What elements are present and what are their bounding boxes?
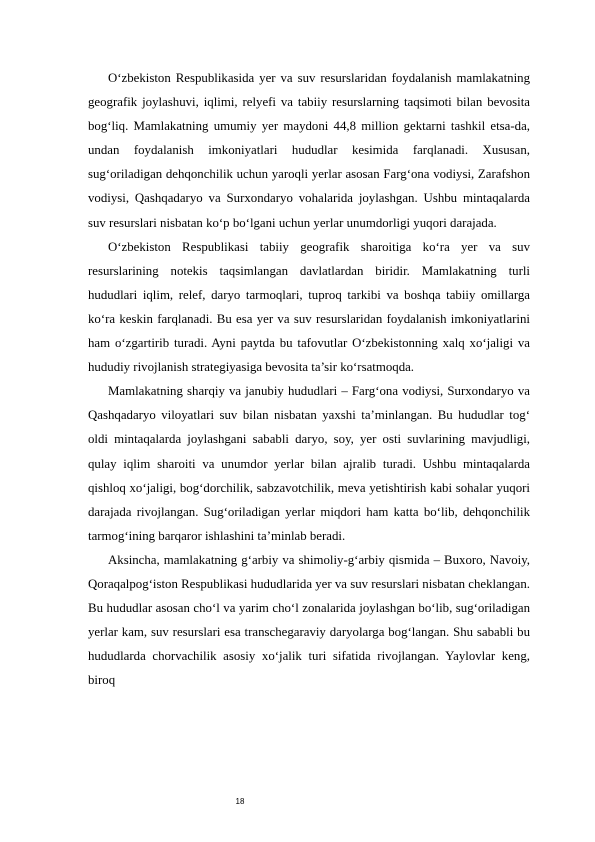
paragraph-1: O‘zbekiston Respublikasida yer va suv resurslaridan foydalanish mamlakatning geografik joylashuvi, iqlimi, relyefi va tabiiy resurslarning taqsimoti bilan bevosita bog‘liq. Mamlakatning umumiy yer maydoni 44,8 million gektarni tashkil etsa-da, undan foydalanish imkoniyatlari hududlar kesimida farqlanadi. Xususan, sug‘oriladigan dehqonchilik uchun yaroqli yerlar asosan Farg‘ona vodiysi, Zarafshon vodiysi, Qashqadaryo va Surxondaryo vohalarida joylashgan. Ushbu mintaqalarda suv resurslari nisbatan ko‘p bo‘lgani uchun yerlar unumdorligi yuqori darajada.	[88, 71, 530, 230]
page-number: 18	[235, 797, 245, 806]
paragraph-2: O‘zbekiston Respublikasi tabiiy geografik sharoitiga ko‘ra yer va suv resurslarining notekis taqsimlangan davlatlardan biridir. Mamlakatning turli hududlari iqlim, relef, daryo tarmoqlari, tuproq tarkibi va boshqa tabiiy omillarga ko‘ra keskin farqlanadi. Bu esa yer va suv resurslaridan foydalanish imkoniyatlarini ham o‘zgartirib turadi. Ayni paytda bu tafovutlar O‘zbekistonning xalq xo‘jaligi va hududiy rivojlanish strategiyasiga bevosita ta’sir ko‘rsatmoqda.	[88, 239, 530, 375]
paragraph-4: Aksincha, mamlakatning g‘arbiy va shimoliy-g‘arbiy qismida – Buxoro, Navoiy, Qoraqalpog‘iston Respublikasi hududlarida yer va suv resurslari nisbatan cheklangan. Bu hududlar asosan cho‘l va yarim cho‘l zonalarida joylashgan bo‘lib, sug‘oriladigan yerlar kam, suv resurslari esa transchegaraviy daryolarga bog‘langan. Shu sababli bu hududlarda chorvachilik asosiy xo‘jalik turi sifatida rivojlangan. Yaylovlar keng, biroq	[88, 552, 530, 688]
document-body	[88, 66, 530, 692]
paragraph-3: Mamlakatning sharqiy va janubiy hududlari – Farg‘ona vodiysi, Surxondaryo va Qashqadaryo viloyatlari suv bilan nisbatan yaxshi ta’minlangan. Bu hududlar tog‘ oldi mintaqalarda joylashgani sababli daryo, soy, yer osti suvlarining mavjudligi, qulay iqlim sharoiti va unumdor yerlar bilan ajralib turadi. Ushbu mintaqalarda qishloq xo‘jaligi, bog‘dorchilik, sabzavotchilik, meva yetishtirish kabi sohalar yuqori darajada rivojlangan. Sug‘oriladigan yerlar miqdori ham katta bo‘lib, dehqonchilik tarmog‘ining barqaror ishlashini ta’minlab beradi.	[88, 384, 530, 543]
